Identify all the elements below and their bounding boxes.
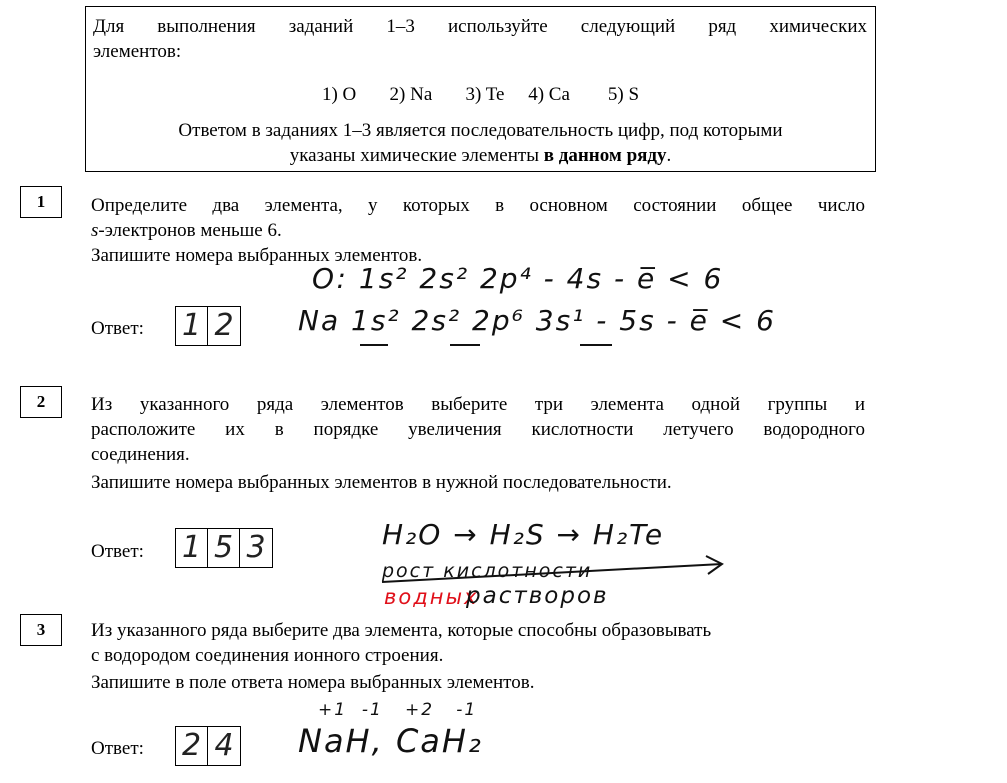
answer-cell[interactable]: 1 [176,307,208,345]
task-2-answer-label: Ответ: [91,541,144,562]
task-2-handwriting-red: водных [384,585,479,609]
task-number-2: 2 [20,386,62,418]
answer-note-b: указаны химические элементы [289,145,544,166]
intro-line-1: Для выполнения заданий 1–3 используйте следующий ряд химических [93,16,867,37]
elements-row: 1) O 2) Na 3) Te 4) Ca 5) S [321,84,640,105]
task-2-handwriting-solutions: растворов [466,583,609,609]
task-1-text-b-rest: -электронов меньше 6. [98,220,282,241]
task-3-text-b: с водородом соединения ионного строения. [91,645,444,666]
task-1-answer-label: Ответ: [91,318,144,339]
answer-note-bold: в данном ряду [543,145,667,166]
answer-cell[interactable]: 2 [214,308,234,343]
task-2-handwriting-growth: рост кислотности [382,560,593,582]
task-1-handwriting-line-1: O: 1s² 2s² 2p⁴ - 4s - e̅ < 6 [312,262,724,295]
task-1-text-c: Запишите номера выбранных элементов. [91,245,423,266]
task-2-text-c: соединения. [91,444,190,465]
task-1-text-a: Определите два элемента, у которых в основном состоянии общее число [91,195,865,216]
answer-cell[interactable]: 5 [208,529,240,567]
answer-note-end: . [666,145,672,166]
task-number-1: 1 [20,186,62,218]
task-3-answer-label: Ответ: [91,738,144,759]
task-number-3: 3 [20,614,62,646]
answer-cell[interactable]: 2 [176,727,208,765]
task-3-text-a: Из указанного ряда выберите два элемента, которые способны образовывать [91,620,712,641]
task-2-text-b: расположите их в порядке увеличения кислотности летучего водородного [91,419,865,440]
task-1-handwriting-line-2: Na 1s² 2s² 2p⁶ 3s¹ - 5s - e̅ < 6 [298,304,776,337]
task-3-answer-field[interactable] [175,726,241,766]
task-2-text-a: Из указанного ряда элементов выберите три элемента одной группы и [91,394,865,415]
answer-cell[interactable]: 3 [246,530,266,565]
answer-cell[interactable]: 4 [214,728,234,763]
intro-line-2: элементов: [93,41,182,62]
task-3-text-c: Запишите в поле ответа номера выбранных элементов. [91,672,535,693]
answer-note-a: Ответом в заданиях 1–3 является последовательность цифр, под которыми [178,120,783,141]
task-3-handwriting-formula: NaH, CaH₂ [298,722,483,760]
task-2-text-d: Запишите номера выбранных элементов в нужной последовательности. [91,472,672,493]
task-1-s-italic: s [91,220,99,241]
task-2-handwriting-formula: H₂O → H₂S → H₂Te [382,518,665,551]
answer-cell[interactable]: 1 [176,529,208,567]
task-3-handwriting-charges: +1 -1 +2 -1 [318,700,478,720]
